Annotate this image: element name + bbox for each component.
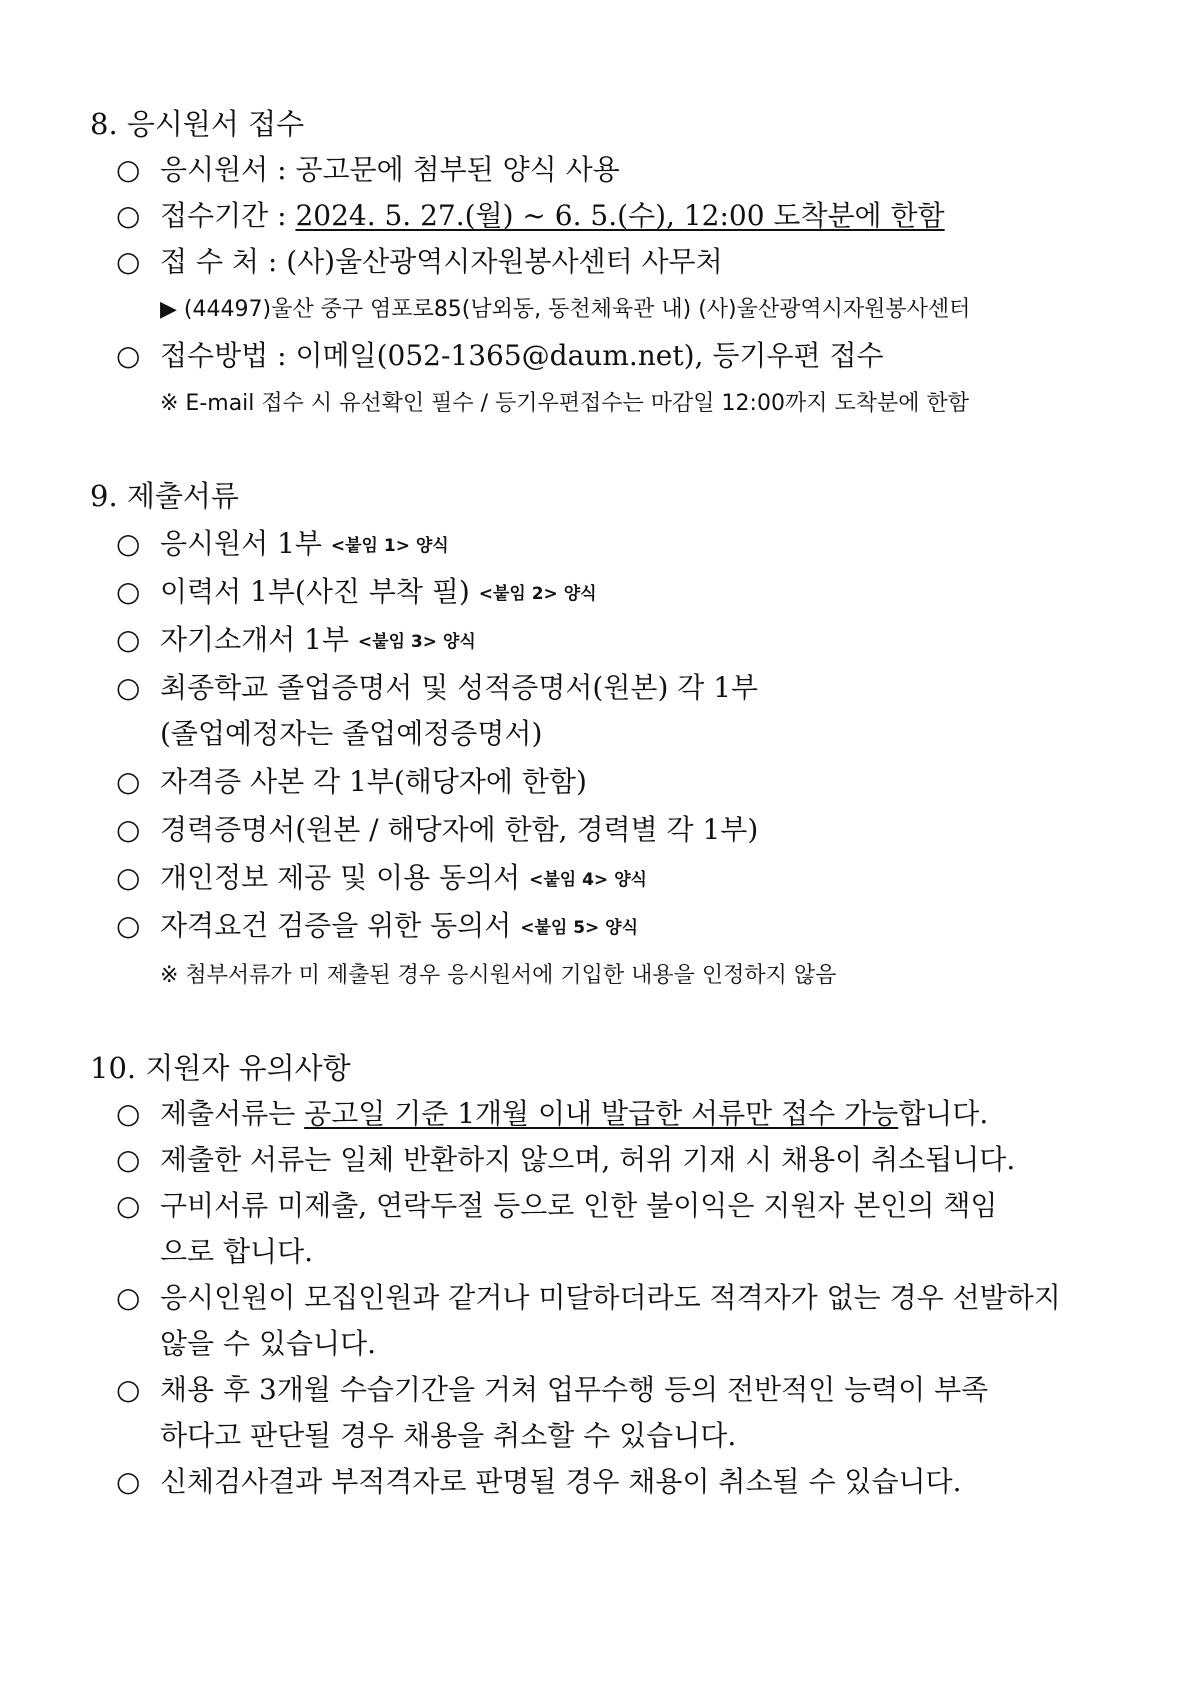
bullet-circle: ○ [116,909,141,942]
s10-notice-4-text: 응시인원이 모집인원과 같거나 미달하더라도 적격자가 없는 경우 선발하지 [160,1281,1061,1314]
s10-notice-3 [116,1188,997,1224]
section-10-title: 10. 지원자 유의사항 [90,1051,351,1085]
section-8-title: 8. 응시원서 접수 [90,107,305,141]
s10-notice-5-continuation: 하다고 판단될 경우 채용을 취소할 수 있습니다. [160,1419,737,1452]
s9-doc-3 [116,622,476,660]
s8-item-period-text: 2024. 5. 27.(월) ~ 6. 5.(수), 12:00 도착분에 한함 [295,199,945,232]
s8-item-form-text: 공고문에 첨부된 양식 사용 [295,153,620,186]
s9-doc-6 [116,812,758,848]
s8-item-place [116,244,723,280]
s10-notice-1-b: 합니다. [898,1097,989,1130]
s9-doc-6-text: 경력증명서(원본 / 해당자에 한함, 경력별 각 1부) [160,813,759,846]
s9-doc-4-continuation: (졸업예정자는 졸업예정증명서) [160,717,543,750]
s8-item-form [116,152,620,188]
bullet-circle: ○ [116,623,141,656]
s10-notice-2 [116,1142,1015,1178]
s9-doc-5 [116,764,587,800]
s9-doc-2-form: <붙임 2> 양식 [478,584,597,604]
s10-notice-5-text: 채용 후 3개월 수습기간을 거쳐 업무수행 등의 전반적인 능력이 부족 [160,1373,989,1406]
bullet-circle: ○ [116,527,141,560]
s9-doc-7-text: 개인정보 제공 및 이용 동의서 [160,861,521,894]
s9-note: ※ 첨부서류가 미 제출된 경우 응시원서에 기입한 내용을 인정하지 않음 [160,963,837,988]
bullet-circle: ○ [116,245,141,278]
s8-item-method [116,338,884,374]
bullet-circle: ○ [116,671,141,704]
bullet-circle: ○ [116,765,141,798]
s9-doc-1-text: 응시원서 1부 [160,527,322,560]
s8-item-place-label: 접 수 처 : [160,245,287,278]
s8-address: ▶ (44497)울산 중구 염포로85(남외동, 동천체육관 내) (사)울산광역시자원봉사센터 [160,297,971,322]
bullet-circle: ○ [116,861,141,894]
s10-notice-2-text: 제출한 서류는 일체 반환하지 않으며, 허위 기재 시 채용이 취소됩니다. [160,1143,1016,1176]
bullet-circle: ○ [116,153,141,186]
s10-notice-6 [116,1464,962,1500]
s10-notice-3-continuation: 으로 합니다. [160,1235,314,1268]
s9-doc-8-form: <붙임 5> 양식 [520,918,639,938]
s8-item-place-text: (사)울산광역시자원봉사센터 사무처 [286,245,723,278]
s10-notice-5 [116,1372,988,1408]
s8-note: ※ E-mail 접수 시 유선확인 필수 / 등기우편접수는 마감일 12:00까지 도착분에 한함 [160,391,969,416]
s9-doc-2-text: 이력서 1부(사진 부착 필) [160,575,470,608]
s9-doc-3-text: 자기소개서 1부 [160,623,350,656]
s9-doc-2 [116,574,597,612]
s10-notice-3-text: 구비서류 미제출, 연락두절 등으로 인한 불이익은 지원자 본인의 책임 [160,1189,998,1222]
s9-doc-8-text: 자격요건 검증을 위한 동의서 [160,909,512,942]
bullet-circle: ○ [116,1281,141,1314]
section-9-title: 9. 제출서류 [90,479,239,513]
s9-doc-3-form: <붙임 3> 양식 [357,632,476,652]
s9-doc-4-text: 최종학교 졸업증명서 및 성적증명서(원본) 각 1부 [160,671,759,704]
s9-doc-7-form: <붙임 4> 양식 [529,870,647,890]
s9-doc-1 [116,526,449,564]
s10-notice-4-continuation: 않을 수 있습니다. [160,1327,377,1360]
s10-notice-1 [116,1096,988,1132]
bullet-circle: ○ [116,1097,141,1130]
s9-doc-4 [116,670,758,706]
bullet-circle: ○ [116,813,141,846]
s8-item-form-label: 응시원서 : [160,153,296,186]
bullet-circle: ○ [116,1143,141,1176]
bullet-circle: ○ [116,1189,141,1222]
s9-doc-7 [116,860,647,898]
s8-item-method-label: 접수방법 : [160,339,296,372]
bullet-circle: ○ [116,1373,141,1406]
s10-notice-1-a: 제출서류는 [160,1097,305,1130]
s9-doc-1-form: <붙임 1> 양식 [330,536,449,556]
s10-notice-4 [116,1280,1061,1316]
s9-doc-5-text: 자격증 사본 각 1부(해당자에 한함) [160,765,587,798]
s10-notice-6-text: 신체검사결과 부적격자로 판명될 경우 채용이 취소될 수 있습니다. [160,1465,962,1498]
s9-doc-8 [116,908,638,946]
bullet-circle: ○ [116,199,141,232]
s8-item-period [116,198,945,234]
bullet-circle: ○ [116,339,141,372]
bullet-circle: ○ [116,1465,141,1498]
s8-item-period-label: 접수기간 : [160,199,296,232]
s10-notice-1-underlined: 공고일 기준 1개월 이내 발급한 서류만 접수 가능 [304,1097,899,1130]
bullet-circle: ○ [116,575,141,608]
s8-item-method-text: 이메일(052-1365@daum.net), 등기우편 접수 [295,339,884,372]
